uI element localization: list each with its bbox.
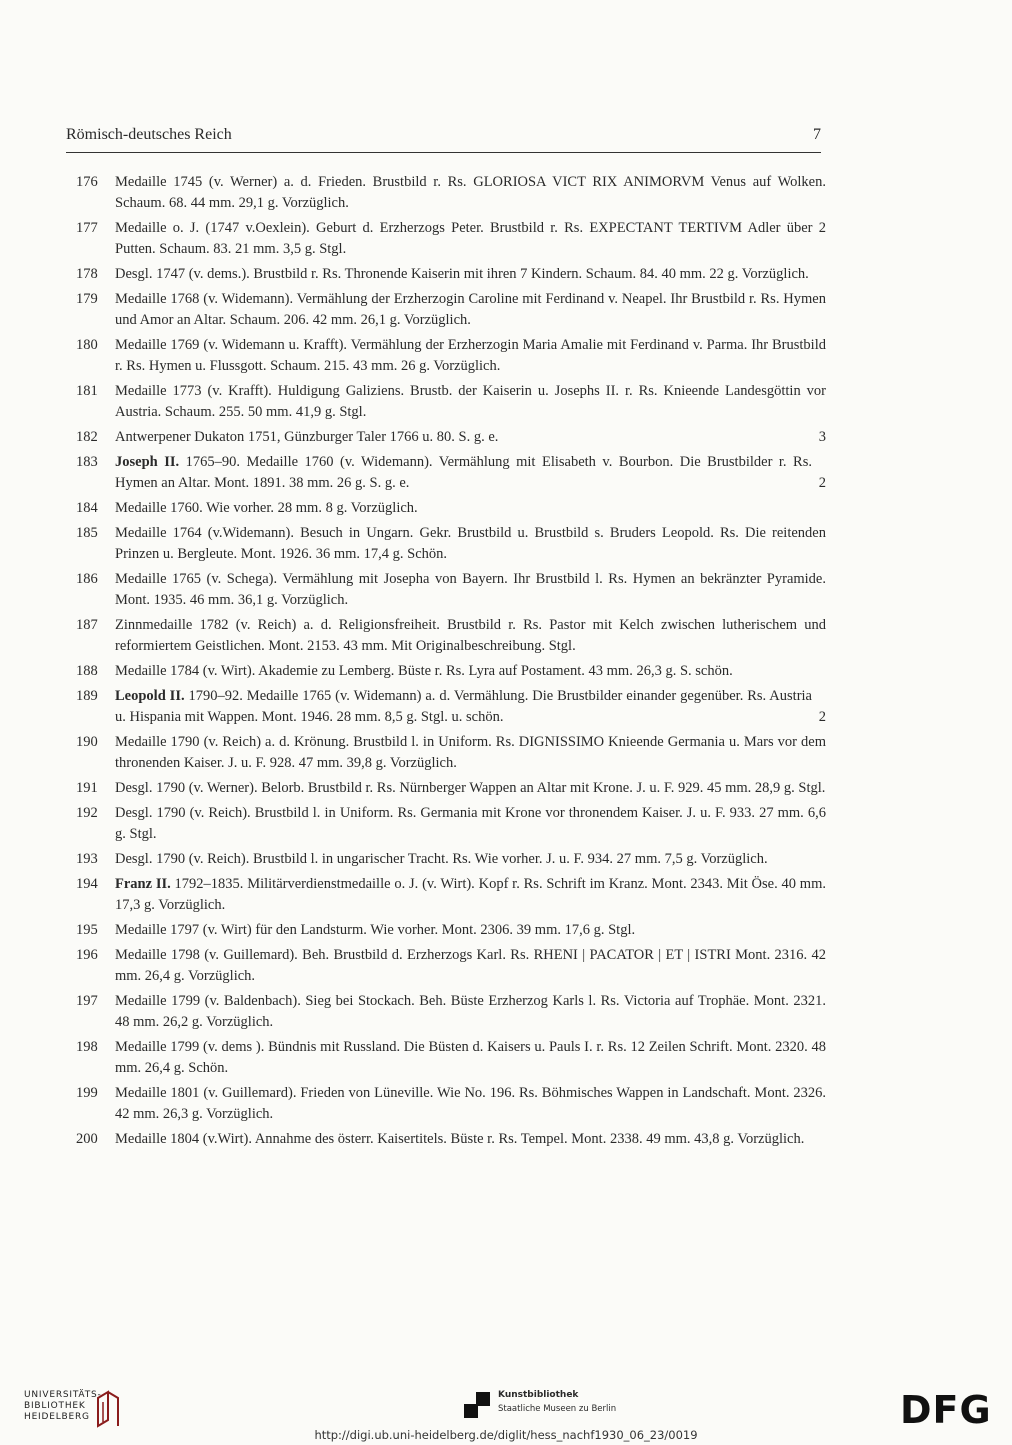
- heidelberg-library-text: UNIVERSITÄTS- BIBLIOTHEK HEIDELBERG: [24, 1390, 102, 1422]
- lot-number: 189: [76, 688, 98, 704]
- lot-entry: [66, 569, 826, 611]
- lot-entry: [66, 732, 826, 774]
- lot-description: [115, 732, 826, 774]
- kunstbibliothek-logo[interactable]: [462, 1390, 662, 1420]
- source-url[interactable]: http://digi.ub.uni-heidelberg.de/diglit/hess_nachf1930_06_23/0019: [314, 1428, 698, 1442]
- lot-entry: [66, 920, 826, 941]
- lot-number: 199: [76, 1085, 98, 1101]
- lot-description: [115, 427, 826, 448]
- lot-entry: [66, 686, 826, 728]
- kunstbibliothek-subtitle: Staatliche Museen zu Berlin: [498, 1404, 617, 1414]
- lot-text: Medaille 1768 (v. Widemann). Vermählung der Erzherzogin Caroline mit Ferdinand v. Neapel. Ihr Brustbild r. Rs. Hymen und Amor an Altar. Schaum. 206. 42 mm. 26,1 g. Vorzüglich.: [115, 291, 826, 328]
- lot-text: Desgl. 1790 (v. Reich). Brustbild l. in Uniform. Rs. Germania mit Krone vor thronendem Kaiser. J. u. F. 933. 27 mm. 6,6 g. Stgl.: [115, 805, 826, 842]
- lot-entry: [66, 874, 826, 916]
- lot-entry: [66, 381, 826, 423]
- lot-description: [115, 289, 826, 331]
- lot-description: [115, 452, 826, 494]
- lot-number: 187: [76, 617, 98, 633]
- ruler-name: Franz II.: [115, 876, 171, 892]
- lot-text: Medaille 1765 (v. Schega). Vermählung mit Josepha von Bayern. Ihr Brustbild l. Rs. Hymen an bekränzter Pyramide. Mont. 1935. 46 mm. 36,1 g. Vorzüglich.: [115, 571, 826, 608]
- lot-number: 188: [76, 663, 98, 679]
- lot-description: [115, 849, 826, 870]
- lot-description: [115, 945, 826, 987]
- lot-text: Medaille 1773 (v. Krafft). Huldigung Galiziens. Brustb. der Kaiserin u. Josephs II. r. Rs. Knieende Landesgöttin vor Austria. Schaum. 255. 50 mm. 41,9 g. Stgl.: [115, 383, 826, 420]
- lot-description: [115, 335, 826, 377]
- lot-description: [115, 264, 826, 285]
- lot-list: [66, 172, 826, 1154]
- lot-number: 182: [76, 429, 98, 445]
- lot-number: 196: [76, 947, 98, 963]
- lot-text: Antwerpener Dukaton 1751, Günzburger Taler 1766 u. 80. S. g. e.: [115, 429, 499, 445]
- lot-number: 191: [76, 780, 98, 796]
- lot-number: 176: [76, 174, 98, 190]
- lot-number: 197: [76, 993, 98, 1009]
- lot-entry: [66, 218, 826, 260]
- lot-entry: [66, 1083, 826, 1125]
- lot-number: 180: [76, 337, 98, 353]
- lot-number: 179: [76, 291, 98, 307]
- lot-description: [115, 218, 826, 260]
- lot-text: Desgl. 1790 (v. Werner). Belorb. Brustbild r. Rs. Nürnberger Wappen an Altar mit Krone. J. u. F. 929. 45 mm. 28,9 g. Stgl.: [115, 780, 826, 796]
- lot-number: 194: [76, 876, 98, 892]
- ruler-name: Joseph II.: [115, 454, 180, 470]
- lot-description: [115, 1083, 826, 1125]
- lot-text: 1792–1835. Militärverdienstmedaille o. J. (v. Wirt). Kopf r. Rs. Schrift im Kranz. Mont. 2343. Mit Öse. 40 mm. 17,3 g. Vorzüglich.: [115, 876, 826, 913]
- heidelberg-library-logo[interactable]: [24, 1388, 144, 1430]
- lot-text: Medaille o. J. (1747 v.Oexlein). Geburt d. Erzherzogs Peter. Brustbild r. Rs. EXPECTANT TERTIVM Adler über 2 Putten. Schaum. 83. 21 mm. 3,5 g. Stgl.: [115, 220, 826, 257]
- lot-description: [115, 1129, 826, 1150]
- lot-entry: [66, 803, 826, 845]
- lot-count: 3: [818, 429, 826, 445]
- lot-description: [115, 615, 826, 657]
- lot-number: 190: [76, 734, 98, 750]
- lot-entry: [66, 335, 826, 377]
- lot-entry: [66, 661, 826, 682]
- lot-entry: [66, 615, 826, 657]
- lot-entry: [66, 498, 826, 519]
- page-number: 7: [813, 126, 821, 143]
- kunstbibliothek-name: Kunstbibliothek: [498, 1390, 579, 1400]
- lot-text: Medaille 1798 (v. Guillemard). Beh. Brustbild d. Erzherzogs Karl. Rs. RHENI | PACATOR | ET | ISTRI Mont. 2316. 42 mm. 26,4 g. Vorzüglich.: [115, 947, 826, 984]
- lot-description: [115, 686, 826, 728]
- lot-number: 177: [76, 220, 98, 236]
- lot-entry: [66, 849, 826, 870]
- lot-number: 192: [76, 805, 98, 821]
- lot-text: Medaille 1799 (v. dems ). Bündnis mit Russland. Die Büsten d. Kaisers u. Pauls I. r. Rs. 12 Zeilen Schrift. Mont. 2320. 48 mm. 26,4 g. Schön.: [115, 1039, 826, 1076]
- lot-number: 198: [76, 1039, 98, 1055]
- lot-description: [115, 1037, 826, 1079]
- lot-text: Medaille 1801 (v. Guillemard). Frieden von Lüneville. Wie No. 196. Rs. Böhmisches Wappen in Landschaft. Mont. 2326. 42 mm. 26,3 g. Vorzüglich.: [115, 1085, 826, 1122]
- lot-text: Medaille 1764 (v.Widemann). Besuch in Ungarn. Gekr. Brustbild u. Brustbild s. Bruders Leopold. Rs. Die reitenden Prinzen u. Bergleute. Mont. 1926. 36 mm. 17,4 g. Schön.: [115, 525, 826, 562]
- lot-count: 2: [818, 709, 826, 725]
- lot-count: 2: [818, 475, 826, 491]
- lot-description: [115, 803, 826, 845]
- lot-text: Medaille 1804 (v.Wirt). Annahme des österr. Kaisertitels. Büste r. Rs. Tempel. Mont. 2338. 49 mm. 43,8 g. Vorzüglich.: [115, 1131, 805, 1147]
- lot-entry: [66, 289, 826, 331]
- lot-description: [115, 172, 826, 214]
- page-header: [66, 126, 821, 153]
- lot-entry: [66, 991, 826, 1033]
- lot-entry: [66, 1037, 826, 1079]
- lot-number: 184: [76, 500, 98, 516]
- lot-text: Desgl. 1790 (v. Reich). Brustbild l. in ungarischer Tracht. Rs. Wie vorher. J. u. F. 934. 27 mm. 7,5 g. Vorzüglich.: [115, 851, 768, 867]
- lot-text: Medaille 1760. Wie vorher. 28 mm. 8 g. Vorzüglich.: [115, 500, 418, 516]
- lot-entry: [66, 778, 826, 799]
- heidelberg-library-mark-icon: [94, 1388, 122, 1428]
- footer: [0, 1370, 1012, 1445]
- lot-entry: [66, 1129, 826, 1150]
- lot-description: [115, 498, 826, 519]
- lot-description: [115, 569, 826, 611]
- running-head: Römisch-deutsches Reich: [66, 126, 232, 143]
- dfg-logo[interactable]: DFG: [900, 1388, 992, 1432]
- lot-text: Medaille 1790 (v. Reich) a. d. Krönung. Brustbild l. in Uniform. Rs. DIGNISSIMO Knieende Germania u. Mars vor dem thronenden Kaiser. J. u. F. 928. 47 mm. 39,8 g. Vorzüglich.: [115, 734, 826, 771]
- lot-description: [115, 874, 826, 916]
- lot-entry: [66, 264, 826, 285]
- lot-number: 181: [76, 383, 98, 399]
- lot-description: [115, 523, 826, 565]
- lot-description: [115, 661, 826, 682]
- lot-entry: [66, 172, 826, 214]
- lot-description: [115, 991, 826, 1033]
- ruler-name: Leopold II.: [115, 688, 185, 704]
- lot-text: Medaille 1797 (v. Wirt) für den Landsturm. Wie vorher. Mont. 2306. 39 mm. 17,6 g. Stgl.: [115, 922, 636, 938]
- lot-text: Medaille 1769 (v. Widemann u. Krafft). Vermählung der Erzherzogin Maria Amalie mit Ferdinand v. Parma. Ihr Brustbild r. Rs. Hymen u. Flussgott. Schaum. 215. 43 mm. 26 g. Vorzüglich.: [115, 337, 826, 374]
- lot-text: Medaille 1799 (v. Baldenbach). Sieg bei Stockach. Beh. Büste Erzherzog Karls l. Rs. Victoria auf Trophäe. Mont. 2321. 48 mm. 26,2 g. Vorzüglich.: [115, 993, 826, 1030]
- lot-text: Medaille 1745 (v. Werner) a. d. Frieden. Brustbild r. Rs. GLORIOSA VICT RIX ANIMORVM Venus auf Wolken. Schaum. 68. 44 mm. 29,1 g. Vorzüglich.: [115, 174, 826, 211]
- lot-entry: [66, 945, 826, 987]
- lot-number: 185: [76, 525, 98, 541]
- lot-number: 195: [76, 922, 98, 938]
- lot-entry: [66, 452, 826, 494]
- lot-description: [115, 920, 826, 941]
- lot-number: 200: [76, 1131, 98, 1147]
- lot-text: Desgl. 1747 (v. dems.). Brustbild r. Rs. Thronende Kaiserin mit ihren 7 Kindern. Schaum. 84. 40 mm. 22 g. Vorzüglich.: [115, 266, 809, 282]
- lot-number: 186: [76, 571, 98, 587]
- lot-description: [115, 778, 826, 799]
- lot-number: 178: [76, 266, 98, 282]
- lot-text: Zinnmedaille 1782 (v. Reich) a. d. Religionsfreiheit. Brustbild r. Rs. Pastor mit Kelch zwischen lutherischem und reformiertem Geistlichen. Mont. 2153. 43 mm. Mit Originalbeschreibung. Stgl.: [115, 617, 826, 654]
- lot-text: 1765–90. Medaille 1760 (v. Widemann). Vermählung mit Elisabeth v. Bourbon. Die Brustbilder r. Rs. Hymen an Altar. Mont. 1891. 38 mm. 26 g. S. g. e.: [115, 454, 812, 491]
- lot-entry: [66, 523, 826, 565]
- lot-number: 183: [76, 454, 98, 470]
- lot-text: Medaille 1784 (v. Wirt). Akademie zu Lemberg. Büste r. Rs. Lyra auf Postament. 43 mm. 26,3 g. S. schön.: [115, 663, 733, 679]
- lot-description: [115, 381, 826, 423]
- lot-entry: [66, 427, 826, 448]
- lot-text: 1790–92. Medaille 1765 (v. Widemann) a. d. Vermählung. Die Brustbilder einander gegenüber. Rs. Austria u. Hispania mit Wappen. Mont. 1946. 28 mm. 8,5 g. Stgl. u. schön.: [115, 688, 812, 725]
- kunstbibliothek-mark-icon: [462, 1390, 492, 1420]
- lot-number: 193: [76, 851, 98, 867]
